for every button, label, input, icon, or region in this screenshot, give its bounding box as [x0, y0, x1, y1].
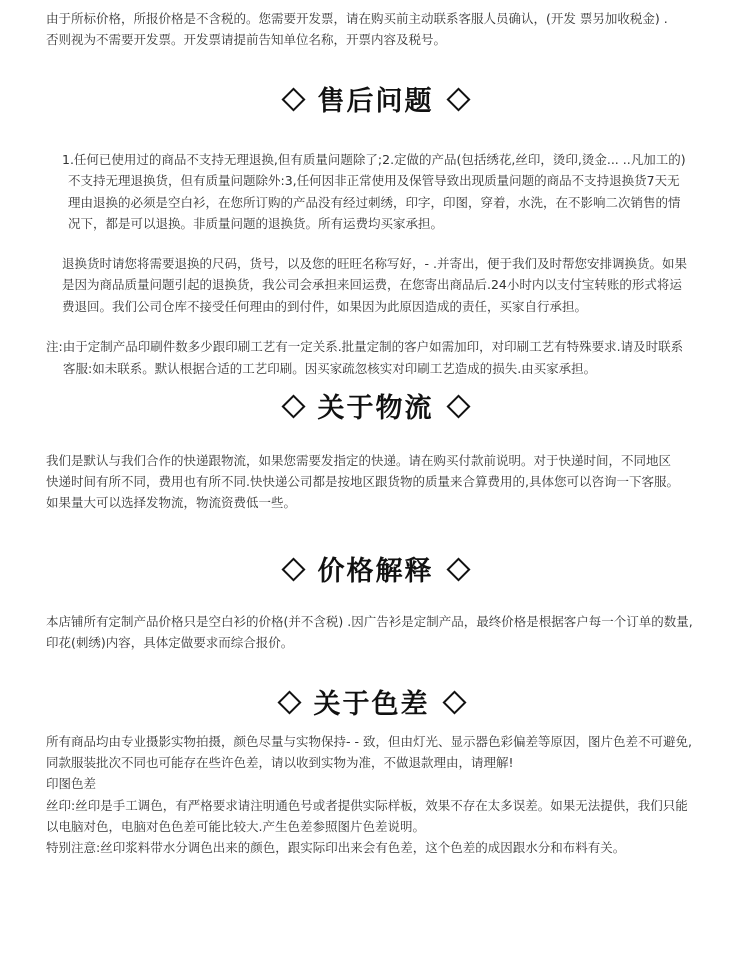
exchange-line: 退换货时请您将需要退换的尺码，货号，以及您的旺旺名称写好，- .并寄出，便于我们及时帮您安排调换货。如果: [62, 256, 687, 271]
exchange-line: 费退回。我们公司仓库不接受任何理由的到付件，如果因为此原因造成的责任，买家自行承担。: [62, 298, 588, 314]
policy-line: 1.任何已使用过的商品不支持无理退换,但有质量问题除了;2.定做的产品(包括绣花,丝印，烫印,烫金... ..凡加工的): [62, 152, 686, 167]
diamond-icon: [442, 690, 466, 714]
after-sales-policy-paragraph: [62, 149, 686, 234]
color-line: 以电脑对色，电脑对色色差可能比较大.产生色差参照图片色差说明。: [46, 818, 425, 834]
pricing-line: 印花(刺绣)内容，具体定做要求而综合报价。: [46, 635, 294, 650]
diamond-icon: [281, 394, 305, 418]
diamond-icon: [281, 87, 305, 111]
after-sales-heading: [18, 84, 733, 120]
printing-note: [46, 336, 683, 379]
color-line: 同款服装批次不同也可能存在些许色差，请以收到实物为准，不做退款理由，请理解!: [46, 755, 514, 771]
pricing-heading: [18, 554, 733, 590]
note-line: 客服:如未联系。默认根据合适的工艺印刷。因买家疏忽核实对印刷工艺造成的损失.由买家承担。: [63, 360, 597, 376]
color-difference-paragraph: [46, 731, 692, 858]
exchange-line: 是因为商品质量问题引起的退换货，我公司会承担来回运费，在您寄出商品后.24小时内以支付宝转账的形式将运: [62, 277, 682, 293]
color-difference-title: 关于色差: [313, 689, 430, 720]
color-line: 所有商品均由专业摄影实物拍摄，颜色尽量与实物保持- - 致，但由灯光、显示器色彩偏差等原因，图片色差不可避免,: [46, 734, 692, 749]
diamond-icon: [281, 557, 305, 581]
logistics-paragraph: [46, 450, 679, 513]
diamond-icon: [277, 690, 301, 714]
invoice-paragraph: [46, 8, 668, 50]
pricing-line: 本店铺所有定制产品价格只是空白衫的价格(并不含税) .因广告衫是定制产品，最终价格是根据客户每一个订单的数量,: [46, 614, 693, 629]
logistics-line: 快递时间有所不同，费用也有所不同.快快递公司都是按地区跟货物的质量来合算费用的,具体您可以咨询一下客服。: [46, 474, 679, 489]
logistics-heading: [18, 391, 733, 427]
color-line: 特别注意:丝印浆料带水分调色出来的颜色，跟实际印出来会有色差，这个色差的成因跟水分和布料有关。: [46, 840, 626, 856]
logistics-line: 我们是默认与我们合作的快递跟物流，如果您需要发指定的快递。请在购买付款前说明。对于快递时间，不同地区: [46, 453, 672, 468]
color-line: 印图色差: [46, 776, 97, 792]
logistics-line: 如果量大可以选择发物流，物流资费低一些。: [46, 495, 297, 510]
diamond-icon: [446, 87, 470, 111]
invoice-line: 否则视为不需要开发票。开发票请提前告知单位名称，开票内容及税号。: [46, 32, 447, 47]
policy-line: 理由退换的必须是空白衫，在您所订购的产品没有经过刺绣，印字，印图，穿着，水洗，在不影响二次销售的情: [68, 194, 681, 210]
invoice-line: 由于所标价格，所报价格是不含税的。您需要开发票，请在购买前主动联系客服人员确认，(开发 票另加收税金) .: [46, 11, 668, 26]
logistics-title: 关于物流: [317, 393, 434, 424]
diamond-icon: [446, 557, 470, 581]
pricing-title: 价格解释: [317, 556, 434, 587]
color-difference-heading: [14, 687, 729, 723]
after-sales-title: 售后问题: [317, 86, 434, 117]
pricing-paragraph: [46, 611, 693, 653]
policy-line: 不支持无理退换货，但有质量问题除外:3,任何因非正常使用及保管导致出现质量问题的商品不支持退换货7天无: [68, 173, 680, 189]
policy-line: 况下，都是可以退换。非质量问题的退换货。所有运费均买家承担。: [68, 215, 444, 231]
exchange-process-paragraph: [62, 253, 687, 317]
diamond-icon: [446, 394, 470, 418]
note-line: 注:由于定制产品印刷件数多少跟印刷工艺有一定关系.批量定制的客户如需加印，对印刷工艺有特殊要求.请及时联系: [46, 339, 684, 354]
color-line: 丝印:丝印是手工调色，有严格要求请注明通色号或者提供实际样板，效果不存在太多误差。如果无法提供，我们只能: [46, 797, 688, 813]
